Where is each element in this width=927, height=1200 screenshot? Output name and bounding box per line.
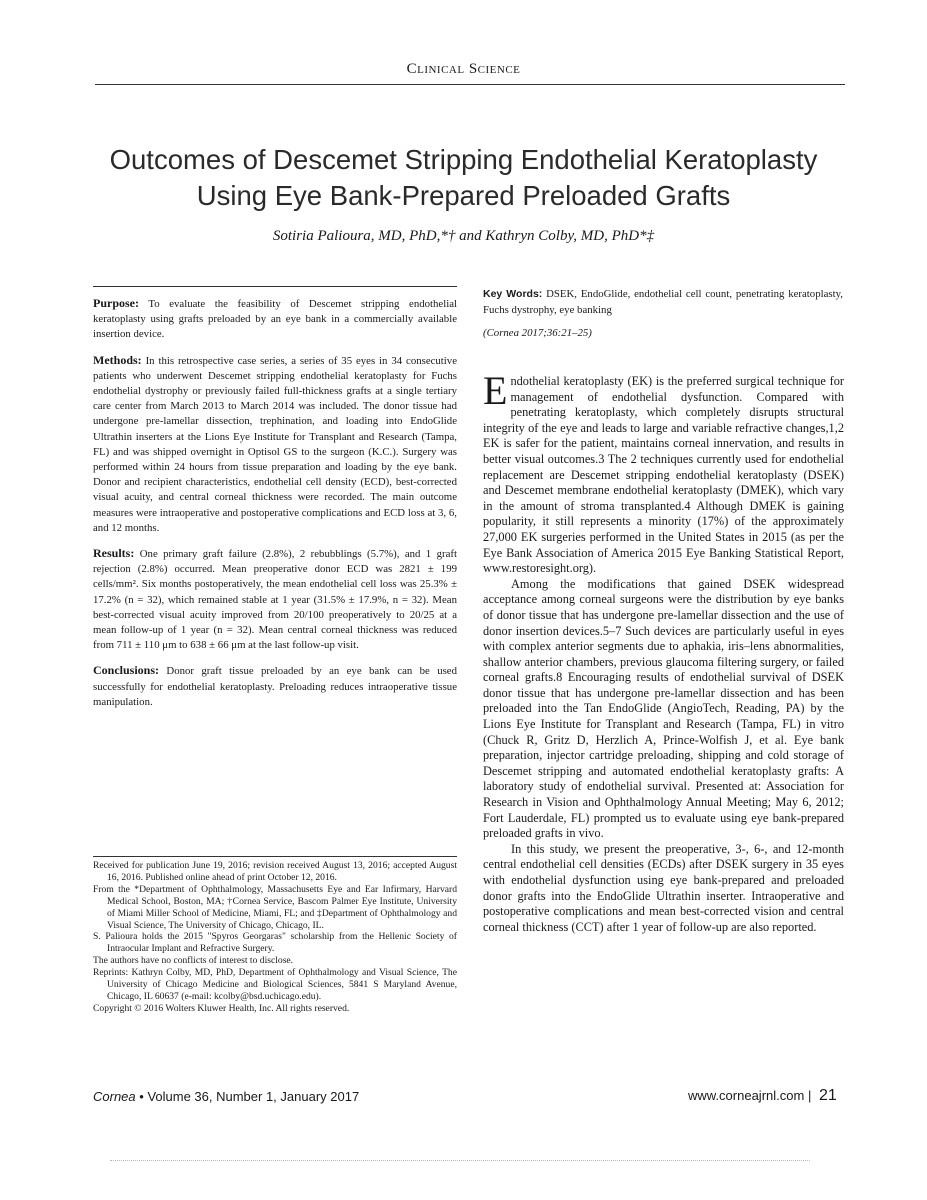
results-text: One primary graft failure (2.8%), 2 rebubblings (5.7%), and 1 graft rejection (2.8%) occurred. Mean preoperative donor ECD was 2821 ± 199 cells/mm². Six months postoperatively, the mean endothelial cell loss was 25.3% ± 17.2% (n = 32), which remained stable at 1 year (31.5% ± 17.9%, n = 32). Mean best-corrected visual acuity improved from 20/100 preoperatively to 20/25 at a mean follow-up of 1 year (n = 32). Mean central corneal thickness was reduced from 711 ± 110 μm to 638 ± 66 μm at the last follow-up visit. bbox=[93, 548, 457, 652]
footer-website[interactable]: www.corneajrnl.com bbox=[688, 1088, 805, 1103]
body-paragraph-1-text: ndothelial keratoplasty (EK) is the preferred surgical technique for management of endothelial dysfunction. Compared with penetrating keratoplasty, which completely disrupts structural integrity of the eye and leads to large and variable refractive changes,1,2 EK is safer for the patient, maintains corneal innervation, and results in better visual outcomes.3 The 2 techniques currently used for endothelial replacement are Descemet stripping endothelial keratoplasty (DSEK) and Descemet membrane endothelial keratoplasty (DMEK), which vary in the amount of stroma transplanted.4 Although DMEK is gaining popularity, it still represents a minority (17%) of the approximately 27,000 EK surgeries performed in the United States in 2015 (as per the Eye Bank Association of America 2015 Eye Banking Statistical Report, www.restoresight.org). bbox=[483, 374, 844, 576]
purpose-text: To evaluate the feasibility of Descemet stripping endothelial keratoplasty using grafts preloaded by an eye bank in a commercially available insertion device. bbox=[93, 298, 457, 341]
body-paragraph-1 bbox=[483, 368, 844, 577]
purpose-heading: Purpose: bbox=[93, 296, 139, 310]
citation: (Cornea 2017;36:21–25) bbox=[483, 327, 592, 339]
footer-journal-info bbox=[93, 1089, 359, 1104]
conclusions-text: Donor graft tissue preloaded by an eye bank can be used successfully for endothelial keratoplasty. Preloading reduces intraoperative tissue manipulation. bbox=[93, 665, 457, 708]
footnote-received: Received for publication June 19, 2016; revision received August 13, 2016; accepted August 16, 2016. Published online ahead of print October 12, 2016. bbox=[93, 860, 457, 883]
footer-bullet: • bbox=[139, 1089, 148, 1104]
abstract bbox=[93, 286, 457, 720]
scan-noise bbox=[110, 1160, 810, 1161]
abstract-purpose bbox=[93, 296, 457, 343]
footer-journal-name: Cornea bbox=[93, 1089, 136, 1104]
keywords bbox=[483, 287, 843, 318]
article-title bbox=[60, 142, 867, 214]
footnote-affiliations: From the *Department of Ophthalmology, Massachusetts Eye and Ear Infirmary, Harvard Medical School, Boston, MA; †Cornea Service, Bascom Palmer Eye Institute, University of Miami Miller School of Medicine, Miami, FL; and ‡Department of Ophthalmology and Visual Science, The University of Chicago, Chicago, IL. bbox=[93, 883, 457, 931]
footnote-copyright: Copyright © 2016 Wolters Kluwer Health, Inc. All rights reserved. bbox=[93, 1002, 350, 1014]
footnote-reprints: Reprints: Kathryn Colby, MD, PhD, Department of Ophthalmology and Visual Science, The University of Chicago Medicine and Biological Sciences, 5841 S Maryland Avenue, Chicago, IL 60637 (e-mail: kcolby@bsd.uchicago.edu). bbox=[93, 967, 457, 1002]
conclusions-heading: Conclusions: bbox=[93, 663, 160, 678]
body-text bbox=[483, 368, 844, 935]
title-line-2: Using Eye Bank-Prepared Preloaded Grafts bbox=[196, 180, 731, 211]
methods-heading: Methods: bbox=[93, 352, 142, 367]
section-header: Clinical Science bbox=[406, 61, 521, 77]
header-rule bbox=[95, 84, 845, 85]
keywords-block bbox=[483, 287, 843, 342]
footer-divider: | bbox=[807, 1088, 815, 1103]
title-line-1: Outcomes of Descemet Stripping Endothelial Keratoplasty bbox=[109, 144, 818, 175]
body-paragraph-3: In this study, we present the preoperative, 3-, 6-, and 12-month central endothelial cell densities (ECDs) after DSEK surgery in 35 eyes with endothelial dysfunction using eye bank-prepared and preloaded donor grafts into the EndoGlide Ultrathin inserter. Intraoperative and postoperative complications and mean best-corrected vision and central corneal thickness (CCT) after 1 year of follow-up are also reported. bbox=[483, 841, 844, 934]
author-line: Sotiria Palioura, MD, PhD,*† and Kathryn Colby, MD, PhD*‡ bbox=[272, 228, 655, 244]
drop-cap: E bbox=[483, 368, 508, 413]
results-heading: Results: bbox=[93, 546, 135, 561]
footnote-conflicts: The authors have no conflicts of interest to disclose. bbox=[93, 955, 294, 967]
methods-text: In this retrospective case series, a series of 35 eyes in 34 consecutive patients who underwent Descemet stripping endothelial keratoplasty for Fuchs endothelial dystrophy or previously failed full-thickness grafts at a single tertiary care center from March 2013 to March 2014 was included. The donor tissue had undergone pre-lamellar dissection, trephination, and loading into EndoGlide Ultrathin inserters at the Lions Eye Institute for Transplant and Research (Tampa, FL) and was shipped overnight in Optisol GS to the surgeon (K.C.). Surgery was performed within 24 hours from tissue preparation and loading by the eye bank. Donor and recipient characteristics, endothelial cell density (ECD), best-corrected visual acuity, and central corneal thickness were recorded. The main outcome measures were intraoperative and postoperative complications and ECD loss at 3, 6, and 12 months. bbox=[93, 354, 457, 534]
page-number: 21 bbox=[818, 1087, 837, 1104]
abstract-methods bbox=[93, 353, 457, 536]
abstract-results bbox=[93, 546, 457, 653]
footnote-scholarship: S. Palioura holds the 2015 "Spyros Georgaras" scholarship from the Hellenic Society of Intraocular Implant and Refractive Surgery. bbox=[93, 931, 457, 955]
footnotes bbox=[93, 856, 457, 1015]
keywords-text: DSEK, EndoGlide, endothelial cell count, penetrating keratoplasty, Fuchs dystrophy, eye banking bbox=[483, 288, 843, 316]
footer-issue: Volume 36, Number 1, January 2017 bbox=[147, 1089, 360, 1104]
footer-page-info bbox=[688, 1087, 837, 1105]
keywords-heading: Key Words: bbox=[483, 288, 543, 300]
abstract-conclusions bbox=[93, 663, 457, 710]
body-paragraph-2: Among the modifications that gained DSEK widespread acceptance among corneal surgeons were the distribution by eye banks of donor tissue that has undergone pre-lamellar dissection and the use of donor insertion devices.5–7 Such devices are particularly useful in eyes with complex anterior segments due to aphakia, iris–lens abnormalities, shallow anterior chambers, previous glaucoma filtering surgery, or failed corneal grafts.8 Encouraging results of endothelial survival of DSEK donor tissue that has undergone pre-lamellar dissection and has been preloaded into the Tan EndoGlide (AngioTech, Reading, PA) by the Lions Eye Institute for Transplant and Research (Tampa, FL) in vitro (Chuck R, Gritz D, Herzlich A, Prince-Wolfish J, et al. Eye bank preparation, injector cartridge preloading, shipping and cold storage of Descemet stripping and automated endothelial keratoplasty grafts: A laboratory study of endothelial survival. Presented at: Association for Research in Vision and Ophthalmology Annual Meeting; May 6, 2012; Fort Lauderdale, FL) prompted us to evaluate using eye bank-prepared preloaded grafts in vivo. bbox=[483, 576, 844, 841]
